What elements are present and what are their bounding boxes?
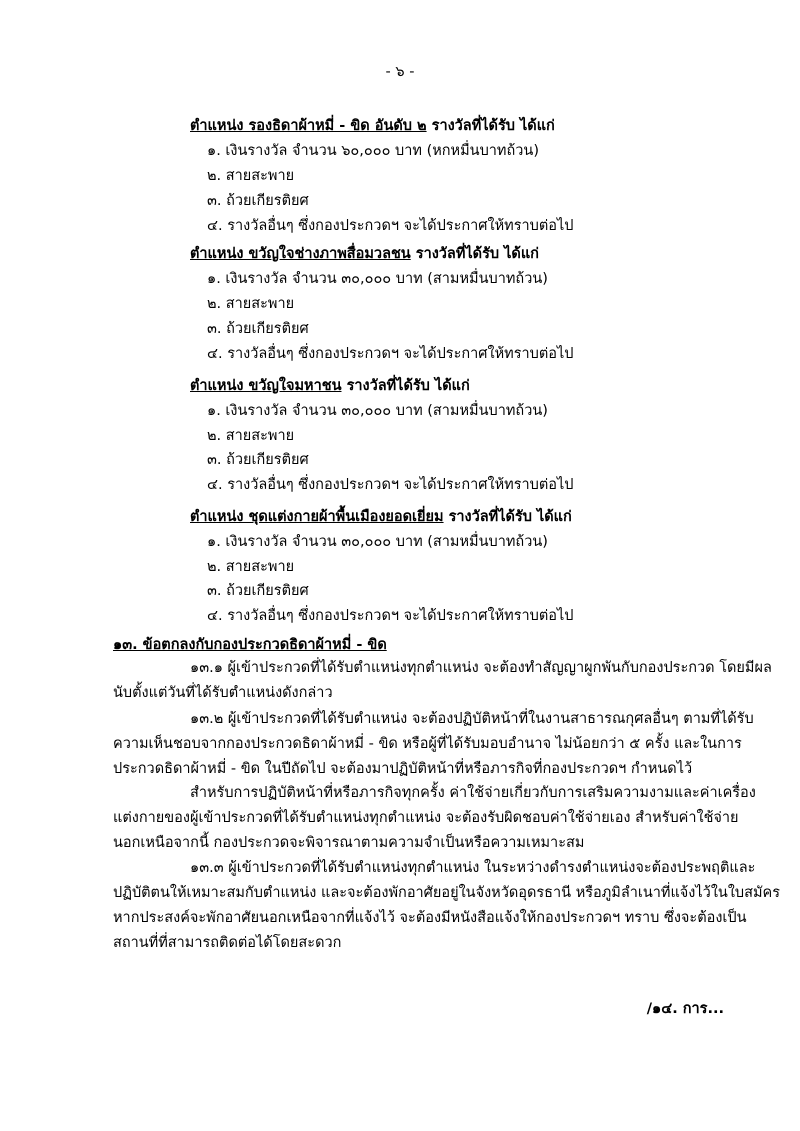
- paragraph-line: แต่งกายของผู้เข้าประกวดที่ได้รับตำแหน่งทุกตำแหน่ง จะต้องรับผิดชอบค่าใช้จ่ายเอง สำหรับค่าใช้จ่าย: [113, 810, 739, 826]
- list-item: ๑. เงินรางวัล จำนวน ๓๐,๐๐๐ บาท (สามหมื่นบาทถ้วน): [207, 271, 548, 287]
- paragraph-line: นับตั้งแต่วันที่ได้รับตำแหน่งดังกล่าว: [113, 685, 333, 701]
- section-title-suffix: รางวัลที่ได้รับ ได้แก่: [415, 246, 539, 262]
- section-title: ตำแหน่ง ชุดแต่งกายผ้าพื้นเมืองยอดเยี่ยม: [190, 509, 444, 525]
- paragraph-line: ๑๓.๓ ผู้เข้าประกวดที่ได้รับตำแหน่งทุกตำแหน่ง ในระหว่างดำรงตำแหน่งจะต้องประพฤติและ: [190, 860, 756, 876]
- list-item: ๓. ถ้วยเกียรติยศ: [207, 193, 309, 209]
- section-heading: [190, 246, 539, 263]
- list-item: ๑. เงินรางวัล จำนวน ๖๐,๐๐๐ บาท (หกหมื่นบาทถ้วน): [207, 143, 539, 159]
- paragraph-line: ความเห็นชอบจากกองประกวดธิดาผ้าหมี่ - ขิด หรือผู้ที่ได้รับมอบอำนาจ ไม่น้อยกว่า ๕ ครั้ง และในการ: [113, 736, 742, 752]
- paragraph-line: ปฏิบัติตนให้เหมาะสมกับตำแหน่ง และจะต้องพักอาศัยอยู่ในจังหวัดอุดรธานี หรือภูมิลำเนาที่แจ้งไว้ในใบสมัคร: [113, 885, 780, 901]
- list-item: ๓. ถ้วยเกียรติยศ: [207, 583, 309, 599]
- section-heading: [190, 378, 470, 395]
- section-heading: [190, 509, 572, 526]
- list-item: ๔. รางวัลอื่นๆ ซึ่งกองประกวดฯ จะได้ประกาศให้ทราบต่อไป: [207, 346, 574, 362]
- paragraph-line: ๑๓.๑ ผู้เข้าประกวดที่ได้รับตำแหน่งทุกตำแหน่ง จะต้องทำสัญญาผูกพันกับกองประกวด โดยมีผล: [190, 660, 772, 676]
- list-item: ๓. ถ้วยเกียรติยศ: [207, 452, 309, 468]
- section-title-suffix: รางวัลที่ได้รับ ได้แก่: [431, 118, 555, 134]
- paragraph-line: ๑๓.๒ ผู้เข้าประกวดที่ได้รับตำแหน่ง จะต้องปฏิบัติหน้าที่ในงานสาธารณกุศลอื่นๆ ตามที่ได้รับ: [190, 711, 754, 727]
- section-heading: [190, 118, 555, 135]
- agreement-heading: ๑๓. ข้อตกลงกับกองประกวดธิดาผ้าหมี่ - ขิด: [113, 637, 387, 653]
- section-title: ตำแหน่ง ขวัญใจมหาชน: [190, 378, 342, 394]
- section-title: ตำแหน่ง ขวัญใจช่างภาพสื่อมวลชน: [190, 246, 411, 262]
- section-title-suffix: รางวัลที่ได้รับ ได้แก่: [346, 378, 470, 394]
- list-item: ๔. รางวัลอื่นๆ ซึ่งกองประกวดฯ จะได้ประกาศให้ทราบต่อไป: [207, 477, 574, 493]
- section-title: ตำแหน่ง รองธิดาผ้าหมี่ - ขิด อันดับ ๒: [190, 118, 427, 134]
- paragraph-line: หากประสงค์จะพักอาศัยนอกเหนือจากที่แจ้งไว้ จะต้องมีหนังสือแจ้งให้กองประกวดฯ ทราบ ซึ่งจะต้องเป็น: [113, 910, 747, 926]
- section-title-suffix: รางวัลที่ได้รับ ได้แก่: [448, 509, 572, 525]
- list-item: ๔. รางวัลอื่นๆ ซึ่งกองประกวดฯ จะได้ประกาศให้ทราบต่อไป: [207, 218, 574, 234]
- page-number: - ๖ -: [385, 64, 415, 80]
- list-item: ๒. สายสะพาย: [207, 168, 295, 184]
- list-item: ๒. สายสะพาย: [207, 428, 295, 444]
- paragraph-line: นอกเหนือจากนี้ กองประกวดจะพิจารณาตามความจำเป็นหรือความเหมาะสม: [113, 835, 585, 851]
- list-item: ๒. สายสะพาย: [207, 559, 295, 575]
- paragraph-line: สำหรับการปฏิบัติหน้าที่หรือภารกิจทุกครั้ง ค่าใช้จ่ายเกี่ยวกับการเสริมความงามและค่าเครื่อง: [190, 785, 756, 801]
- list-item: ๑. เงินรางวัล จำนวน ๓๐,๐๐๐ บาท (สามหมื่นบาทถ้วน): [207, 534, 548, 550]
- list-item: ๒. สายสะพาย: [207, 296, 295, 312]
- paragraph-line: ประกวดธิดาผ้าหมี่ - ขิด ในปีถัดไป จะต้องมาปฏิบัติหน้าที่หรือภารกิจที่กองประกวดฯ กำหนดไว้: [113, 761, 693, 777]
- list-item: ๔. รางวัลอื่นๆ ซึ่งกองประกวดฯ จะได้ประกาศให้ทราบต่อไป: [207, 608, 574, 624]
- paragraph-line: สถานที่ที่สามารถติดต่อได้โดยสะดวก: [113, 935, 342, 951]
- list-item: ๑. เงินรางวัล จำนวน ๓๐,๐๐๐ บาท (สามหมื่นบาทถ้วน): [207, 403, 548, 419]
- list-item: ๓. ถ้วยเกียรติยศ: [207, 321, 309, 337]
- footer-continuation: /๑๔. การ...: [646, 1001, 724, 1017]
